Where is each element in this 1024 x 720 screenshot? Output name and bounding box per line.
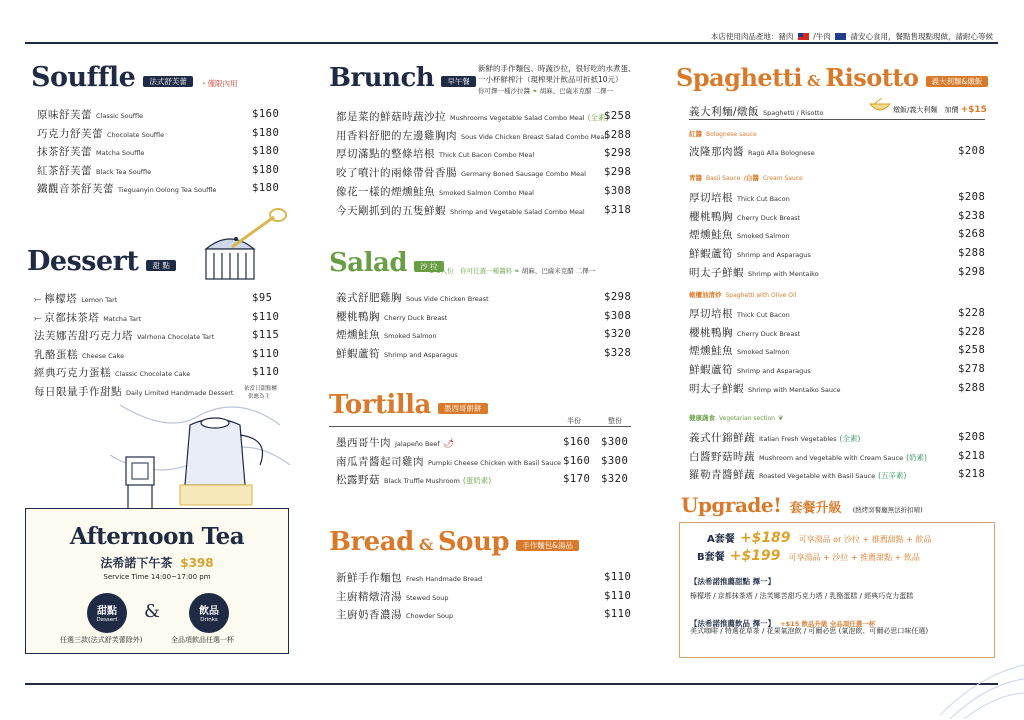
- dessert-circle-zh: 甜點: [97, 606, 117, 617]
- brunch-tag: 早午餐: [441, 76, 476, 88]
- brunch-note-2: 一小杯鮮榨汁（現榨果汁飲品可折抵10元）: [478, 75, 623, 84]
- addon-note: [893, 105, 987, 115]
- dessert-circle-en: Dessert: [96, 617, 118, 623]
- item-english: Shrimp and Asparagus: [737, 251, 811, 260]
- item-english: Mushroom and Vegetable with Cream Sauce: [759, 453, 904, 462]
- bread-title: Bread: [329, 527, 414, 557]
- brunch-note-3: [478, 86, 613, 95]
- bread-amp: &: [418, 535, 433, 554]
- item-name: 波隆那肉醬: [689, 146, 744, 158]
- menu-item: [689, 246, 811, 261]
- green-sauce-zh: 青醬: [689, 174, 702, 182]
- item-name: 經典巧克力蛋糕: [34, 367, 111, 379]
- spaghetti-title: Spaghetti: [676, 63, 802, 92]
- leaf-icon: ❧: [532, 87, 538, 95]
- item-english: Black Truffle Mushroom: [384, 477, 460, 485]
- item-name: 墨西哥牛肉: [336, 437, 391, 449]
- item-diet: (奶素): [906, 452, 927, 462]
- item-name: 巧克力舒芙蕾: [37, 127, 103, 140]
- item-english: Shrimp and Asparagus: [737, 367, 811, 376]
- risotto-title: Risotto: [825, 63, 919, 92]
- menu-item: [689, 343, 790, 358]
- tea-footnote-2: 全品項飲品任選一杯: [171, 636, 234, 644]
- afternoon-tea-zh: 法希諾下午茶: [100, 556, 173, 570]
- item-name: 櫻桃鴨胸: [336, 310, 380, 323]
- bread-soup-tag: 手作麵包&湯品: [516, 540, 579, 552]
- olive-oil-en: Spaghetti with Olive Oil: [725, 292, 797, 299]
- menu-item: [689, 144, 815, 159]
- item-price: $228: [958, 325, 986, 338]
- item-english: Shrimp and Asparagus: [384, 351, 458, 360]
- teapot-illustration: [110, 395, 290, 515]
- afternoon-tea-price: $398: [180, 556, 214, 570]
- item-name: 鮮蝦蘆筍: [689, 248, 733, 261]
- item-name: 鮮蝦蘆筍: [689, 364, 733, 377]
- white-sauce-en: Cream Sauce: [762, 175, 803, 182]
- item-name: 羅勒青醬鮮蔬: [689, 469, 755, 481]
- set-b: [697, 545, 920, 564]
- spaghetti-rule: [689, 119, 985, 120]
- menu-item: [34, 365, 190, 380]
- set-a-label: A套餐: [707, 534, 735, 545]
- souffle-title: Souffle: [31, 62, 136, 93]
- souffle-tag: 法式舒芙蕾: [143, 76, 193, 88]
- item-english: Cheese Cake: [82, 351, 125, 360]
- item-name: 新鮮手作麵包: [336, 572, 402, 584]
- item-price: $308: [604, 184, 632, 197]
- menu-item: [336, 203, 585, 218]
- upgrade-heading: [681, 495, 923, 516]
- drinks-circle-en: Drinks: [200, 617, 218, 623]
- item-price-half: $160: [563, 436, 591, 448]
- item-name: 白醬野菇時蔬: [689, 450, 755, 463]
- item-price: $288: [958, 247, 986, 260]
- item-name: 每日限量手作甜點: [34, 385, 122, 398]
- green-white-heading: [689, 173, 803, 182]
- lemon-icon: ⤚: [34, 295, 42, 305]
- item-name: 用香料舒肥的左邊雞胸肉: [336, 129, 457, 142]
- service-time: Service Time 14:00~17:00 pm: [103, 573, 211, 581]
- upgrade-zh: 套餐升級: [789, 501, 842, 516]
- item-english: Italian Fresh Vegetables: [759, 435, 837, 443]
- item-name: 南瓜青醬起司雞肉: [336, 455, 424, 468]
- item-name: 像花一樣的煙燻鮭魚: [336, 185, 435, 198]
- item-english: Shrimp with Mentaiko: [748, 269, 819, 278]
- menu-item: [336, 472, 491, 487]
- set-a: [707, 527, 932, 546]
- origin-notice: [711, 31, 993, 42]
- item-english: Pumpki Cheese Chicken with Basil Sauce: [428, 458, 562, 467]
- soup-title: Soup: [437, 527, 510, 557]
- item-name: 京都抹茶塔: [44, 311, 100, 324]
- tea-footnote-1: 任選三款(法式舒芙蕾除外): [60, 636, 143, 644]
- item-price: $238: [958, 209, 986, 222]
- item-price: $298: [604, 147, 632, 160]
- brunch-note-3b: 胡麻、巴薩米克醋 二擇一: [539, 87, 614, 95]
- daily-note-1: 依當日甜點櫃: [244, 386, 278, 392]
- menu-item: [336, 109, 608, 124]
- menu-item: [336, 327, 437, 342]
- item-english: Cherry Duck Breast: [737, 213, 801, 222]
- item-price: $298: [604, 166, 632, 179]
- item-price: $288: [604, 128, 632, 141]
- item-price: $228: [958, 307, 986, 319]
- notice-text: 本店使用肉品產地：豬肉: [710, 32, 794, 41]
- item-english: Sous Vide Chicken Breast Salad Combo Meal: [461, 132, 607, 141]
- menu-item: [689, 265, 819, 280]
- drink-upgrade-extra: +$15 飲品升級 全品項任選一杯: [780, 620, 876, 628]
- set-b-desc: 可享湯品 + 沙拉 + 推薦甜點 + 飲品: [788, 553, 920, 562]
- item-price: $218: [958, 449, 986, 462]
- addon-price: +$15: [960, 105, 987, 115]
- item-english: Chowder Soup: [406, 612, 454, 620]
- item-name: 厚切培根: [689, 192, 733, 204]
- item-english: Valrhona Chocolate Tart: [137, 333, 215, 341]
- dessert-circle: [87, 593, 127, 633]
- item-name: 義式什錦鮮蔬: [689, 432, 755, 444]
- item-price-full: $320: [601, 473, 629, 485]
- item-price: $110: [252, 310, 280, 323]
- souffle-note: ・僅限內用: [200, 79, 238, 88]
- item-english: Thick Cut Bacon: [737, 311, 790, 319]
- item-english: Smoked Salmon: [737, 348, 790, 357]
- red-sauce-en: Bolognese sauce: [706, 131, 757, 138]
- drinks-circle-zh: 飲品: [199, 606, 219, 617]
- veg-heading: [689, 413, 783, 422]
- olive-oil-zh: 橄欖油清炒: [689, 291, 722, 299]
- item-name: 厚切滿點的整條培根: [336, 148, 435, 161]
- dessert-tag: 甜 點: [146, 260, 175, 272]
- item-diet: (五辛素): [878, 471, 907, 480]
- item-english: Matcha Souffle: [96, 149, 145, 157]
- item-english: Lemon Tart: [81, 296, 118, 304]
- item-english: Smoked Salmon: [384, 332, 437, 341]
- item-price: $258: [958, 344, 986, 357]
- drink-choice-list: 美式咖啡 / 特選花草茶 / 花果氣泡飲 / 可爾必思 (氣泡飲、可爾必思口味任選): [690, 627, 929, 635]
- item-name: 煙燻鮭魚: [689, 345, 733, 358]
- taiwan-flag-icon: [798, 33, 809, 40]
- brunch-title: Brunch: [329, 63, 435, 93]
- item-name: 主廚精燉清湯: [336, 590, 402, 603]
- spaghetti-header-zh: 義大利麵/燉飯: [689, 106, 760, 118]
- daily-note-2: 供應為主: [248, 394, 271, 400]
- item-price: $180: [252, 145, 280, 157]
- item-price: $180: [252, 182, 280, 194]
- item-price-full: $300: [601, 454, 629, 467]
- tortilla-section: [329, 392, 488, 418]
- item-english: Jalapeño Beef: [395, 440, 440, 448]
- item-price: $298: [958, 265, 986, 278]
- item-price: $278: [958, 363, 986, 376]
- ampersand: &: [144, 601, 161, 622]
- menu-item: [689, 467, 906, 482]
- afternoon-tea-card: [25, 508, 289, 654]
- item-english: Cherry Duck Breast: [384, 313, 448, 322]
- item-price: $288: [958, 381, 986, 394]
- menu-item: [34, 328, 214, 343]
- spaghetti-tag: 義大利麵&燉飯: [926, 76, 989, 88]
- menu-item: [336, 589, 449, 604]
- item-english: Classic Souffle: [96, 112, 144, 120]
- item-name: 鐵觀音茶舒芙蕾: [37, 183, 114, 195]
- menu-item: [336, 309, 447, 324]
- item-english: Smoked Salmon: [737, 232, 790, 241]
- item-price: $208: [958, 431, 986, 443]
- upgrade-title: Upgrade!: [681, 493, 782, 517]
- menu-item: [689, 306, 790, 321]
- item-name: 今天剛抓到的五隻鮮蝦: [336, 204, 446, 217]
- menu-item: [689, 381, 841, 396]
- menu-item: [336, 146, 534, 161]
- menu-item: [37, 107, 143, 122]
- item-english: Thick Cut Bacon Combo Meal: [439, 151, 535, 160]
- item-english: Matcha Tart: [103, 314, 142, 323]
- set-b-label: B套餐: [697, 552, 725, 563]
- item-price: $110: [604, 571, 632, 583]
- item-price: $180: [252, 126, 280, 139]
- item-price-half: $160: [563, 454, 591, 467]
- corner-wave-decoration: [940, 655, 1024, 720]
- item-name: 厚切培根: [689, 308, 733, 320]
- leaf-icon-3: ❦: [778, 414, 784, 422]
- menu-item: [336, 346, 458, 361]
- item-name: 煙燻鮭魚: [336, 329, 380, 342]
- salad-tag: 沙 拉: [414, 261, 443, 273]
- item-english: Mushrooms Vegetable Salad Combo Meal: [450, 114, 585, 122]
- item-name: 義式舒肥雞胸: [336, 292, 402, 304]
- item-name: 主廚奶香濃湯: [336, 609, 402, 621]
- whisk-bowl-illustration: [196, 205, 292, 285]
- item-name: 都是菜的鮮菇時蔬沙拉: [336, 111, 446, 123]
- item-name: 明太子鮮蝦: [689, 382, 744, 395]
- veg-zh: 健康蔬食: [689, 414, 715, 422]
- menu-item: [34, 347, 124, 362]
- menu-item: [336, 290, 489, 305]
- menu-item: [689, 430, 860, 445]
- matcha-icon: ⤚: [34, 313, 42, 324]
- item-name: 明太子鮮蝦: [689, 266, 744, 279]
- item-price: $115: [252, 329, 280, 341]
- item-name: 松露野菇: [336, 474, 380, 486]
- item-name: 抹茶舒芙蕾: [37, 146, 92, 158]
- salad-note-b: 胡麻、巴薩米克醋 二擇一: [521, 267, 596, 275]
- item-price: $218: [958, 468, 986, 480]
- menu-item: [37, 181, 216, 196]
- menu-item: [37, 163, 151, 178]
- item-english: Daily Limited Handmade Dessert: [126, 388, 234, 397]
- drinks-circle: [189, 593, 229, 633]
- item-price-full: $300: [601, 436, 629, 448]
- menu-item: [37, 144, 144, 159]
- menu-item: [336, 435, 454, 450]
- menu-item: [689, 325, 800, 340]
- item-price: $110: [252, 366, 280, 378]
- item-name: 乳酪蛋糕: [34, 348, 78, 361]
- drink-choice-head: 【法希諾推薦飲品 擇一】: [690, 619, 776, 628]
- item-english: Tieguanyin Oolong Tea Souffle: [118, 186, 217, 194]
- upgrade-note: (熱烤窯餐廳無法折扣唷): [852, 506, 923, 514]
- white-sauce-zh: /白醬: [743, 174, 759, 182]
- tortilla-tag: 墨西哥餅餅: [438, 403, 488, 415]
- set-a-desc: 可享湯品 or 沙拉 + 推薦甜點 + 飲品: [798, 535, 932, 544]
- tortilla-col-half: 半份: [567, 417, 581, 425]
- olive-oil-heading: [689, 290, 796, 299]
- menu-item: [689, 449, 927, 464]
- item-english: Chocolate Souffle: [107, 130, 165, 139]
- menu-item: [37, 126, 164, 141]
- menu-item: [34, 291, 117, 306]
- item-english: Ragù Alla Bolognese: [748, 149, 815, 157]
- spaghetti-amp: &: [807, 72, 821, 90]
- item-name: 咬了噴汁的兩條帶骨香腸: [336, 167, 457, 180]
- item-english: Fresh Handmade Bread: [406, 575, 483, 583]
- item-english: Shrimp with Mentaiko Sauce: [748, 385, 841, 394]
- notice-text-end: 請安心食用，餐點售現點現做，請耐心等候: [850, 32, 993, 41]
- set-a-price: +$189: [739, 530, 791, 546]
- brunch-note-1: 新鮮的手作麵包、時蔬沙拉，很好吃的水煮蛋、: [478, 64, 636, 73]
- item-price: $208: [958, 145, 986, 157]
- souffle-section: [31, 64, 238, 91]
- item-name: 櫻桃鴨胸: [689, 210, 733, 223]
- menu-item: [336, 570, 482, 585]
- item-english: Cherry Duck Breast: [737, 329, 801, 338]
- item-english: Germany Boned Sausage Combo Meal: [461, 170, 586, 179]
- pasta-bowl-icon: [868, 98, 892, 114]
- item-price: $258: [604, 110, 632, 122]
- spaghetti-header: [689, 104, 824, 119]
- menu-item: [336, 607, 453, 622]
- top-rule: [25, 42, 998, 44]
- brunch-section: [329, 65, 476, 91]
- afternoon-tea-subtitle: [26, 554, 288, 571]
- salad-section: [329, 250, 444, 276]
- dessert-section: [27, 248, 176, 275]
- spaghetti-header-en: Spaghetti / Risotto: [763, 109, 824, 117]
- item-price: $298: [604, 291, 632, 303]
- menu-item: [689, 227, 790, 242]
- item-name: 檸檬塔: [44, 293, 78, 305]
- item-english: Black Tea Souffle: [96, 167, 152, 176]
- item-name: 紅茶舒芙蕾: [37, 164, 92, 177]
- item-english: Sous Vide Chicken Breast: [406, 295, 489, 303]
- green-sauce-en: Basil Sauce: [706, 175, 741, 182]
- item-price: $308: [604, 309, 632, 322]
- bread-soup-section: [329, 529, 579, 555]
- tortilla-title: Tortilla: [329, 390, 431, 420]
- menu-item: [336, 128, 606, 143]
- item-price: $320: [604, 328, 632, 341]
- item-price: $160: [252, 108, 280, 120]
- salad-note: [430, 266, 595, 275]
- item-name: 櫻桃鴨胸: [689, 326, 733, 339]
- item-english: Stewed Soup: [406, 593, 449, 602]
- veg-en: Vegetarian section: [719, 415, 775, 422]
- item-price: $268: [958, 228, 986, 241]
- item-price: $110: [252, 347, 280, 360]
- item-english: Shrimp and Vegetable Salad Combo Meal: [450, 207, 585, 216]
- menu-item: [336, 454, 561, 469]
- chili-icon: 🌶: [442, 439, 455, 449]
- item-price: $110: [604, 589, 632, 602]
- salad-title: Salad: [329, 248, 408, 278]
- brunch-note-3a: 你可擇一種沙拉醬: [478, 87, 530, 95]
- afternoon-tea-title: Afternoon Tea: [69, 523, 245, 550]
- item-english: Thick Cut Bacon: [737, 195, 790, 203]
- leaf-icon-2: ❧: [514, 267, 520, 275]
- menu-item: [34, 310, 141, 325]
- addon-text: 燉飯/義大利麵 加價: [893, 106, 959, 114]
- item-diet: (全素): [587, 113, 609, 122]
- item-price-half: $170: [563, 473, 591, 485]
- tortilla-col-full: 整份: [608, 417, 622, 425]
- item-name: 鮮蝦蘆筍: [336, 348, 380, 361]
- set-b-price: +$199: [729, 548, 781, 564]
- menu-item: [336, 184, 534, 199]
- dessert-choice-head: 【法希諾推薦甜點 擇一】: [690, 577, 776, 586]
- menu-item: [336, 165, 586, 180]
- dessert-choice-list: 檸檬塔 / 京都抹茶塔 / 法芙娜苦甜巧克力塔 / 乳酪蛋糕 / 經典巧克力蛋糕: [690, 592, 914, 600]
- menu-item: [689, 209, 800, 224]
- item-name: 煙燻鮭魚: [689, 229, 733, 242]
- item-price: $318: [604, 203, 632, 216]
- item-english: Smoked Salmon Combo Meal: [439, 188, 534, 197]
- menu-item: [689, 362, 811, 377]
- item-price: $110: [604, 608, 632, 620]
- spaghetti-section: [676, 63, 988, 92]
- item-price: $328: [604, 347, 632, 360]
- item-diet: (蛋奶素): [462, 476, 492, 485]
- item-name: 法芙娜苦甜巧克力塔: [34, 330, 133, 342]
- tortilla-rule: [329, 426, 631, 427]
- salad-note-a: 2-3人份 你可任選一種醬料: [430, 267, 513, 275]
- item-english: Classic Chocolate Cake: [115, 370, 191, 378]
- dessert-title: Dessert: [27, 246, 139, 277]
- item-name: 原味舒芙蕾: [37, 109, 92, 121]
- menu-item: [689, 190, 790, 205]
- item-diet: (全素): [839, 434, 861, 443]
- australia-flag-icon: [835, 33, 846, 40]
- red-sauce-zh: 紅醬: [689, 130, 702, 138]
- item-price: $208: [958, 191, 986, 203]
- bottom-rule: [25, 683, 998, 685]
- item-price: $95: [252, 292, 273, 304]
- red-sauce-heading: [689, 129, 757, 138]
- item-price: $180: [252, 163, 280, 176]
- notice-text-beef: /牛肉: [813, 32, 831, 41]
- item-english: Roasted Vegetable with Basil Sauce: [759, 472, 876, 480]
